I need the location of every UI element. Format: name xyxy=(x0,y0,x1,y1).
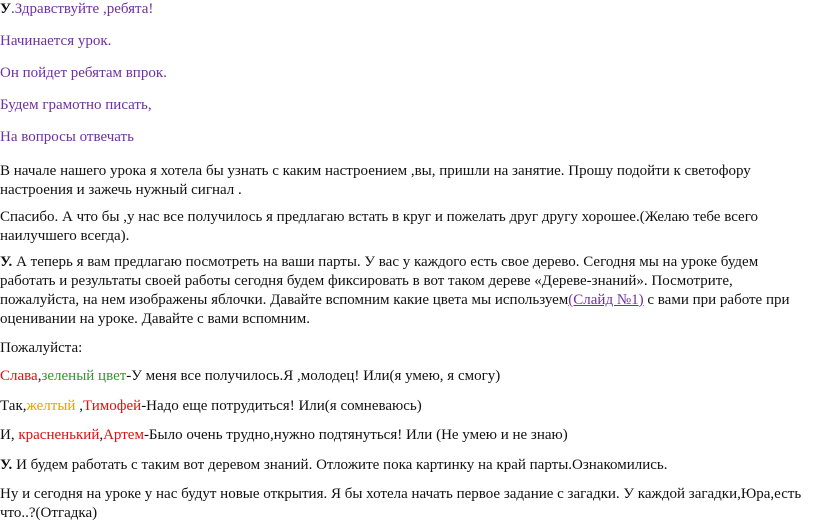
line-timofey: Так,желтый ,Тимофей-Надо еще потрудиться! Или(я сомневаюсь) xyxy=(0,398,422,414)
poem-line-2: Начинается урок. xyxy=(0,33,112,49)
paragraph-riddle: Ну и сегодня на уроке у нас будут новые открытия. Я бы хотела начать первое задание с загадки. У каждой загадки,Юра,есть что..?(Отгадка) xyxy=(0,486,802,521)
line-artem: И, красненький,Артем-Было очень трудно,нужно подтянуться! Или (Не умею и не знаю) xyxy=(0,427,568,443)
color-word-red: красненький xyxy=(18,427,100,443)
poem-line-1 xyxy=(0,0,806,19)
slide-link[interactable]: (Слайд №1) xyxy=(568,292,644,308)
paragraph-circle: Спасибо. А что бы ,у нас все получилось я предлагаю встать в круг и пожелать друг другу хорошее.(Желаю тебе всего наилучшего всегда). xyxy=(0,209,758,244)
paragraph-tree xyxy=(0,253,806,329)
color-word-yellow: желтый xyxy=(26,398,76,414)
teacher-mark: У. xyxy=(0,457,13,473)
student-name-slava: Слава xyxy=(0,368,38,384)
line-slava: Слава,зеленый цвет-У меня все получилось.Я ,молодец! Или(я умею, я смогу) xyxy=(0,368,501,384)
poem-greeting: .Здравствуйте ,ребята! xyxy=(11,1,154,17)
paragraph-please: Пожалуйста: xyxy=(0,340,83,356)
poem-line-3: Он пойдет ребятам впрок. xyxy=(0,65,167,81)
poem-line-5: На вопросы отвечать xyxy=(0,129,134,145)
paragraph-tree-text-end: с вами при работе при оценивании на уроке. Давайте с вами вспомним. xyxy=(0,292,790,327)
student-name-timofey: Тимофей xyxy=(82,398,142,414)
paragraph-tree-text: А теперь я вам предлагаю посмотреть на ваши парты. У вас у каждого есть свое дерево. Сегодня мы на уроке будем работать и результаты своей работы сегодня будем фиксировать в вот таком дереве «Дереве-знаний». Посмотрите, пожалуйста, на нем изображены яблочки. Давайте вспомним какие цвета мы используем xyxy=(0,254,759,308)
teacher-mark: У xyxy=(0,1,12,17)
color-word-green: зеленый цвет xyxy=(41,368,127,384)
student-name-artem: Артем xyxy=(103,427,144,443)
teacher-mark: У. xyxy=(0,254,13,270)
paragraph-tree-knowledge: У. И будем работать с таким вот деревом знаний. Отложите пока картинку на край парты.Ознакомились. xyxy=(0,457,668,473)
poem-line-4: Будем грамотно писать, xyxy=(0,97,152,113)
paragraph-mood: В начале нашего урока я хотела бы узнать с каким настроением ,вы, пришли на занятие. Прошу подойти к светофору настроения и зажечь нужный сигнал . xyxy=(0,163,751,198)
